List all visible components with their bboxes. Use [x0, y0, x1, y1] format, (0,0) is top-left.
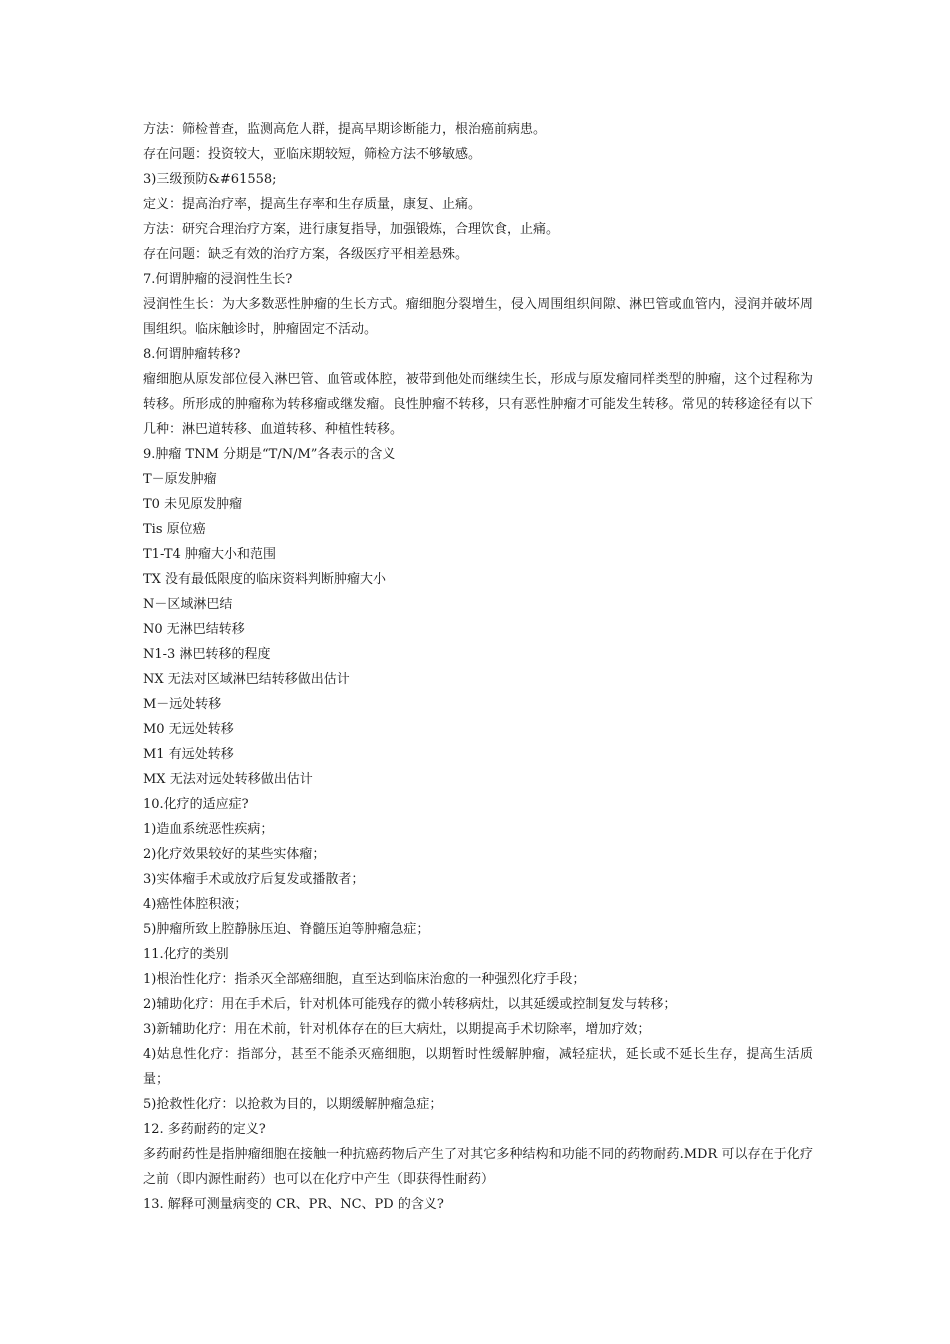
- text-line: T1-T4 肿瘤大小和范围: [143, 547, 276, 562]
- text-line: MX 无法对远处转移做出估计: [143, 772, 313, 787]
- list-item: 3)实体瘤手术或放疗后复发或播散者；: [143, 872, 365, 887]
- list-item: 5)肿瘤所致上腔静脉压迫、脊髓压迫等肿瘤急症；: [143, 922, 430, 937]
- paragraph: 多药耐药性是指肿瘤细胞在接触一种抗癌药物后产生了对其它多种结构和功能不同的药物耐药.MDR 可以存在于化疗之前（即内源性耐药）也可以在化疗中产生（即获得性耐药）: [143, 1147, 813, 1187]
- text-line: M1 有远处转移: [143, 747, 234, 762]
- question-heading: 8.何谓肿瘤转移?: [143, 347, 241, 362]
- question-heading: 10.化疗的适应症?: [143, 797, 249, 812]
- list-item: 2)辅助化疗：用在手术后，针对机体可能残存的微小转移病灶，以其延缓或控制复发与转移；: [143, 997, 677, 1012]
- list-item: 1)根治性化疗：指杀灭全部癌细胞，直至达到临床治愈的一种强烈化疗手段；: [143, 972, 586, 987]
- text-line: 定义：提高治疗率，提高生存率和生存质量，康复、止痛。: [143, 197, 482, 212]
- document-page: [143, 117, 813, 1217]
- list-item: 4)姑息性化疗：指部分，甚至不能杀灭癌细胞，以期暂时性缓解肿瘤，减轻症状，延长或不延长生存，提高生活质量；: [143, 1047, 813, 1087]
- list-item: 3)新辅助化疗：用在术前，针对机体存在的巨大病灶，以期提高手术切除率，增加疗效；: [143, 1022, 651, 1037]
- text-line: M－远处转移: [143, 697, 222, 712]
- question-heading: 7.何谓肿瘤的浸润性生长?: [143, 272, 293, 287]
- question-heading: 13. 解释可测量病变的 CR、PR、NC、PD 的含义?: [143, 1197, 444, 1212]
- text-line: N1-3 淋巴转移的程度: [143, 647, 271, 662]
- text-line: 3)三级预防&#61558;: [143, 172, 277, 187]
- text-line: TX 没有最低限度的临床资料判断肿瘤大小: [143, 572, 387, 587]
- question-heading: 12. 多药耐药的定义?: [143, 1122, 266, 1137]
- paragraph: 瘤细胞从原发部位侵入淋巴管、血管或体腔，被带到他处而继续生长，形成与原发瘤同样类型的肿瘤，这个过程称为转移。所形成的肿瘤称为转移瘤或继发瘤。良性肿瘤不转移，只有恶性肿瘤才可能发生转移。常见的转移途径有以下几种：淋巴道转移、血道转移、种植性转移。: [143, 372, 813, 437]
- text-line: 存在问题：投资较大，亚临床期较短，筛检方法不够敏感。: [143, 147, 482, 162]
- question-heading: 11.化疗的类别: [143, 947, 229, 962]
- text-line: Tis 原位癌: [143, 522, 206, 537]
- list-item: 4)癌性体腔积液；: [143, 897, 248, 912]
- question-heading: 9.肿瘤 TNM 分期是“T/N/M”各表示的含义: [143, 447, 396, 462]
- text-line: 存在问题：缺乏有效的治疗方案，各级医疗平相差悬殊。: [143, 247, 469, 262]
- text-line: M0 无远处转移: [143, 722, 234, 737]
- text-line: 方法：筛检普查，监测高危人群，提高早期诊断能力，根治癌前病患。: [143, 122, 547, 137]
- text-line: N0 无淋巴结转移: [143, 622, 245, 637]
- text-line: T0 未见原发肿瘤: [143, 497, 243, 512]
- paragraph: 浸润性生长：为大多数恶性肿瘤的生长方式。瘤细胞分裂增生，侵入周围组织间隙、淋巴管或血管内，浸润并破坏周围组织。临床触诊时，肿瘤固定不活动。: [143, 297, 813, 337]
- list-item: 1)造血系统恶性疾病；: [143, 822, 274, 837]
- text-line: N－区域淋巴结: [143, 597, 233, 612]
- list-item: 5)抢救性化疗：以抢救为目的，以期缓解肿瘤急症；: [143, 1097, 443, 1112]
- text-line: NX 无法对区域淋巴结转移做出估计: [143, 672, 350, 687]
- text-line: T－原发肿瘤: [143, 472, 217, 487]
- text-line: 方法：研究合理治疗方案，进行康复指导，加强锻炼，合理饮食，止痛。: [143, 222, 560, 237]
- list-item: 2)化疗效果较好的某些实体瘤；: [143, 847, 326, 862]
